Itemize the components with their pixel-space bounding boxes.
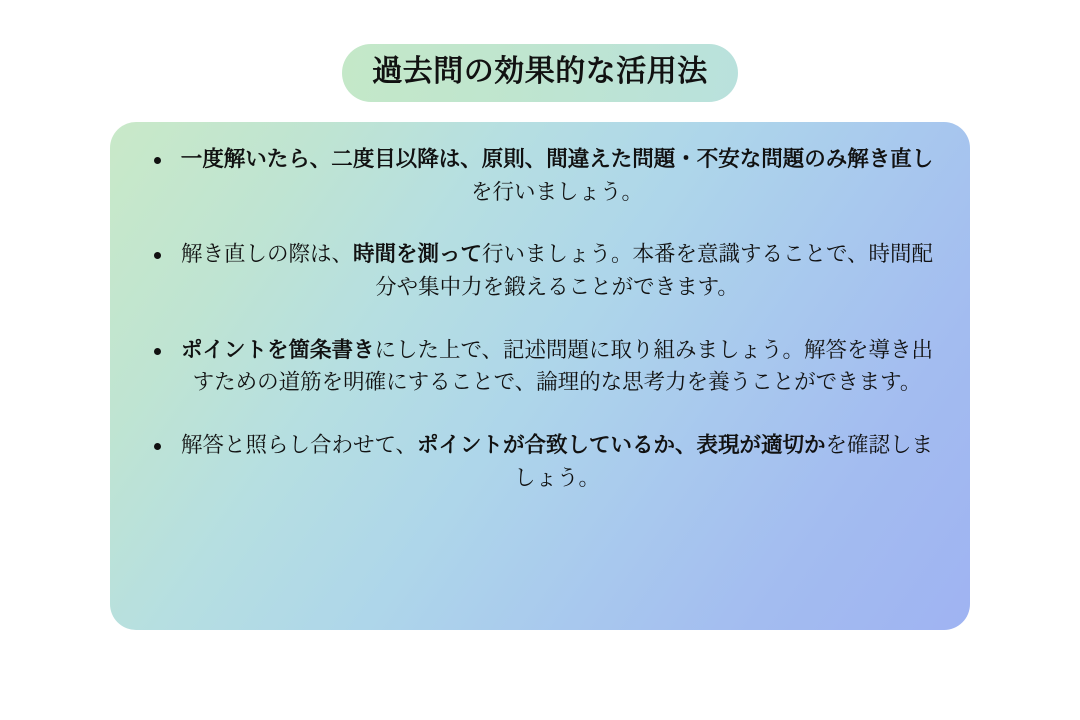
list-item: [144, 144, 936, 209]
page-title: 過去問の効果的な活用法: [342, 44, 738, 102]
list-item: [144, 335, 936, 400]
list-item: [144, 239, 936, 304]
bullet-4-text: 解答と照らし合わせて、ポイントが合致しているか、表現が適切かを確認しましょう。: [180, 433, 934, 491]
list-item: [144, 430, 936, 495]
bullet-3-text: ポイントを箇条書きにした上で、記述問題に取り組みましょう。解答を導き出すための道筋を明確にすることで、論理的な思考力を養うことができます。: [180, 337, 934, 396]
title-container: [0, 44, 1080, 102]
bullet-2-text: 解き直しの際は、時間を測って行いましょう。本番を意識することで、時間配分や集中力を鍛えることができます。: [180, 242, 934, 301]
bullet-1-text: 一度解いたら、二度目以降は、原則、間違えた問題・不安な問題のみ解き直しを行いましょう。: [180, 147, 934, 205]
bullet-list: [144, 144, 936, 495]
content-card: [110, 122, 970, 630]
